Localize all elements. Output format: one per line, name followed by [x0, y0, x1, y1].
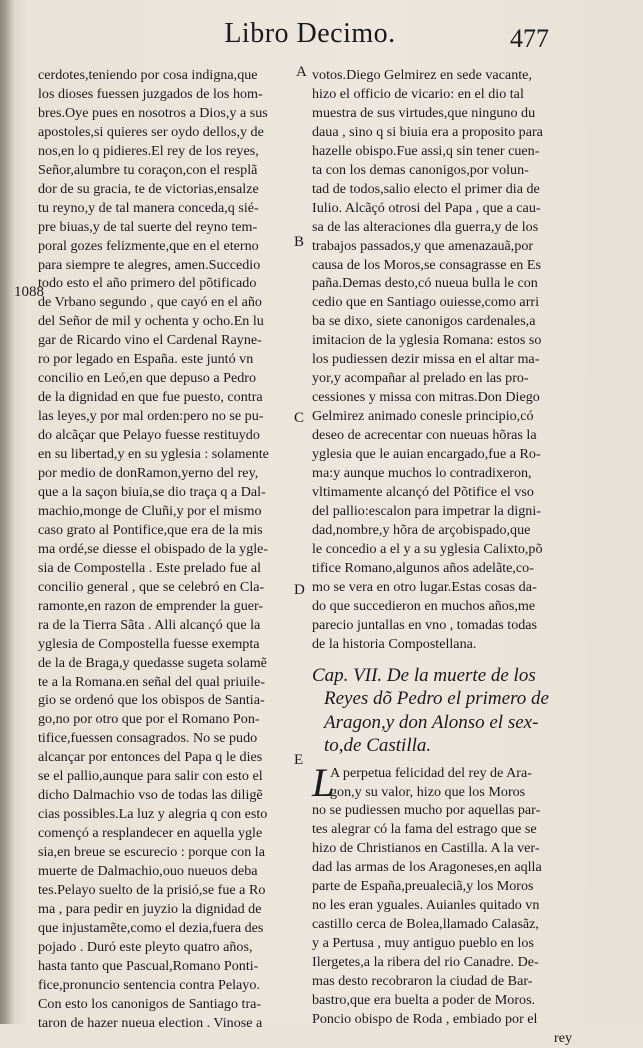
text-line: ba se dixo, siete canonigos cardenales,a	[312, 313, 536, 330]
text-line: sia,en breue se escurecio : porque con la	[38, 844, 265, 861]
text-line: de la dignidad en que fue puesto, contra	[38, 389, 263, 406]
text-line: Poncio obispo de Roda , embiado por el	[312, 1010, 538, 1027]
text-line: no les eran yguales. Auianles quitado vn	[312, 897, 540, 914]
text-line: Gelmirez animado conesle principio,có	[312, 408, 534, 425]
text-line: pre biuas,y de tal suerte del reyno tem-	[38, 218, 258, 235]
text-line: do que succedieron en muchos años,me	[312, 597, 536, 614]
text-line: gio se ordenó que los obispos de Santia-	[38, 692, 265, 709]
text-line: mas desto recobraron la ciudad de Bar-	[312, 973, 533, 990]
text-line: dad las armas de los Aragoneses,en aqlla	[312, 859, 542, 876]
text-line: ma , para pedir en juyzio la dignidad de	[38, 900, 262, 917]
text-line: y a Pertusa , muy antiguo pueblo en los	[312, 935, 534, 952]
text-line: parecio juntallas en vno , tomadas todas	[312, 616, 538, 633]
text-line: machio,monge de Cluñi,y por el mismo	[38, 502, 262, 519]
text-line: cias possibles.La luz y alegria q con esto	[38, 806, 268, 823]
text-line: muestra de sus virtudes,que ninguno du	[312, 104, 536, 121]
gutter-shadow	[0, 0, 14, 1024]
text-line: apostoles,si quieres ser oydo dellos,y de	[38, 123, 264, 140]
text-line: imitacion de la yglesia Romana: estos so	[312, 332, 542, 349]
text-line: Con esto los canonigos de Santiago tra-	[38, 995, 262, 1012]
text-line: del Señor de mil y ochenta y ocho.En lu	[38, 313, 264, 330]
text-line: concilio en Leó,en que depuso a Pedro	[38, 370, 256, 387]
text-line: hizo el officio de vicario: en el dio tal	[312, 85, 524, 102]
text-line: por medio de donRamon,yerno del rey,	[38, 465, 259, 482]
text-line: ma:y aunque muchos lo contradixeron,	[312, 465, 532, 482]
text-line: pojado . Duró este pleyto quatro años,	[38, 938, 253, 955]
text-line: alcançar por entonces del Papa q le dies	[38, 749, 263, 766]
text-line: A perpetua felicidad del rey de Ara-	[330, 764, 532, 781]
right-column	[312, 66, 580, 1048]
text-line: tes alegrar có la fama del estrago que se	[312, 821, 537, 838]
right-column-bottom	[312, 759, 580, 1048]
text-line: dad,nombre,y hõra de arçobispado,que	[312, 521, 531, 538]
left-column	[38, 66, 293, 1033]
text-line: tes.Pelayo suelto de la prisió,se fue a Ro	[38, 881, 266, 898]
text-line: las leyes,y por mal orden:pero no se pu-	[38, 408, 264, 425]
text-line: causa de los Moros,se consagrasse en Es	[312, 256, 541, 273]
margin-marker-e: E	[294, 752, 304, 768]
text-line: ramonte,en razon de emprender la guer-	[38, 597, 264, 614]
right-column-top	[312, 66, 580, 654]
page-number: 477	[510, 24, 549, 53]
text-line: tifice,fuessen consagrados. No se pudo	[38, 730, 258, 747]
text-line: ro por legado en España. este juntó vn	[38, 351, 254, 368]
text-line: cedio que en Santiago ouiesse,como arri	[312, 294, 539, 311]
text-line: dor de su gracia, te de victorias,ensalze	[38, 180, 259, 197]
text-line: rey	[554, 1029, 572, 1046]
text-line: bastro,que era buelta a poder de Moros.	[312, 991, 536, 1008]
text-line: nos,en lo q pidieres.El rey de los reyes,	[38, 142, 259, 159]
text-line: los pudiessen dezir missa en el altar ma-	[312, 351, 540, 368]
text-line: taron de hazer nueua election . Vinose a	[38, 1014, 263, 1031]
text-line: cerdotes,teniendo por cosa indigna,que	[38, 67, 258, 83]
text-line: ta con los demas canonigos,por volun-	[312, 161, 529, 178]
chapter-heading-line: Cap. VII. De la muerte de los	[312, 664, 536, 686]
text-line: hasta tanto que Pascual,Romano Ponti-	[38, 957, 259, 974]
text-line: vltimamente alcançó del Põtifice el vso	[312, 483, 534, 500]
text-line: se el pallio,aunque para salir con esto el	[38, 768, 263, 785]
text-line: concilio general , que se celebró en Cla-	[38, 578, 265, 595]
text-line: del pallio:escalon para impetrar la digni-	[312, 502, 541, 519]
text-line: de la historia Compostellana.	[312, 635, 477, 652]
text-line: hazelle obispo.Fue assi,q sin tener cuen-	[312, 142, 540, 159]
text-line: paña.Demas desto,có nueua bulla le con	[312, 275, 538, 292]
text-line: sa de las alteraciones dla guerra,y de los	[312, 218, 539, 235]
text-line: de la de Braga,y quedasse sugeta solamẽ	[38, 654, 267, 671]
text-line: ra de la Tierra Sãta . Alli alcançó que la	[38, 616, 261, 633]
text-line: que a la saçon biuia,se dio traça q a Dal-	[38, 483, 266, 500]
text-line: caso grato al Pontifice,que era de la mis	[38, 521, 263, 538]
text-line: le concedio a el y a su yglesia Calixto,põ	[312, 540, 543, 557]
text-line: yglesia que le auian encargado,fue a Ro-	[312, 446, 541, 463]
text-line: de Vrbano segundo , que cayó en el año	[38, 294, 262, 311]
text-line: que injustamẽte,como el dezia,fuera des	[38, 919, 264, 936]
text-line: Señor,alumbre tu coraçon,con el resplã	[38, 161, 258, 178]
margin-marker-d: D	[294, 582, 305, 598]
text-line: no se pudiessen mucho por aquellas par-	[312, 802, 541, 819]
text-line: go,no por otro que por el Romano Pon-	[38, 711, 260, 728]
margin-marker-a: A	[296, 64, 307, 80]
text-line: parte de España,preualeciã,y los Moros	[312, 878, 534, 895]
margin-marker-c: C	[294, 410, 305, 426]
text-line: hizo de Christianos en Castilla. A la ver-	[312, 840, 540, 857]
text-line: todo esto el año primero del põtificado	[38, 275, 257, 292]
text-line: tu reyno,y de tal manera conceda,q sié-	[38, 199, 259, 216]
chapter-heading	[312, 664, 580, 758]
dropcap-letter: L	[312, 759, 335, 805]
text-line: castillo cerca de Bolea,llamado Calasãz,	[312, 916, 539, 933]
text-line: en su libertad,y en su yglesia : solamente	[38, 446, 269, 463]
text-line: daua , sino q si biuia era a proposito para	[312, 123, 543, 140]
text-line: trabajos passados,y que amenazauã,por	[312, 237, 534, 254]
text-line: tifice Romano,algunos años adelãte,co-	[312, 559, 534, 576]
text-line: gon,y su valor, hizo que los Moros	[330, 783, 526, 800]
text-line: dicho Dalmachio vso de todas las diligẽ	[38, 787, 263, 804]
text-line: Ilergetes,a la ribera del rio Canadre. De-	[312, 954, 539, 971]
chapter-heading-line: to,de Castilla.	[324, 735, 432, 757]
text-line: Iulio. Alcãçó otrosi del Papa , que a cau-	[312, 199, 541, 216]
text-line: fice,pronuncio sentencia contra Pelayo.	[38, 976, 260, 993]
text-line: tad de todos,salio electo el primer dia de	[312, 180, 540, 197]
margin-marker-b: B	[294, 234, 305, 250]
text-line: poral gozes felizmente,que en el eterno	[38, 237, 259, 254]
running-title: Libro Decimo.	[224, 18, 396, 49]
text-line: sia de Compostella . Este prelado fue al	[38, 559, 262, 576]
text-line: do alcãçar que Pelayo fuesse restituydo	[38, 427, 260, 444]
chapter-heading-line: Aragon,y don Alonso el sex-	[324, 711, 539, 733]
text-line: yglesia de Compostella fuesse exempta	[38, 635, 260, 652]
text-line: muerte de Dalmachio,ouo nueuos deba	[38, 863, 258, 880]
text-line: començó a resplandecer en aquella ygle	[38, 825, 263, 842]
text-line: ma ordé,se diesse el obispado de la ygle-	[38, 540, 269, 557]
text-line: gar de Ricardo vino el Cardenal Rayne-	[38, 332, 262, 349]
text-line: votos.Diego Gelmirez en sede vacante,	[312, 67, 532, 83]
text-line: yor,y acompañar al prelado en las pro-	[312, 370, 529, 387]
text-line: bres.Oye pues en nosotros a Dios,y a sus	[38, 104, 268, 121]
text-line: los dioses fuessen juzgados de los hom-	[38, 85, 263, 102]
text-line: deseo de acrecentar con nueuas hõras la	[312, 427, 537, 444]
chapter-heading-line: Reyes dõ Pedro el primero de	[324, 688, 549, 710]
margin-year: 1088	[14, 284, 44, 300]
text-line: para siempre te alegres, amen.Succedio	[38, 256, 261, 273]
text-line: te a la Romana.en señal del qual priuile-	[38, 673, 265, 690]
text-line: cessiones y missa con mitras.Don Diego	[312, 389, 540, 406]
text-line: mo se vera en otro lugar.Estas cosas da-	[312, 578, 537, 595]
